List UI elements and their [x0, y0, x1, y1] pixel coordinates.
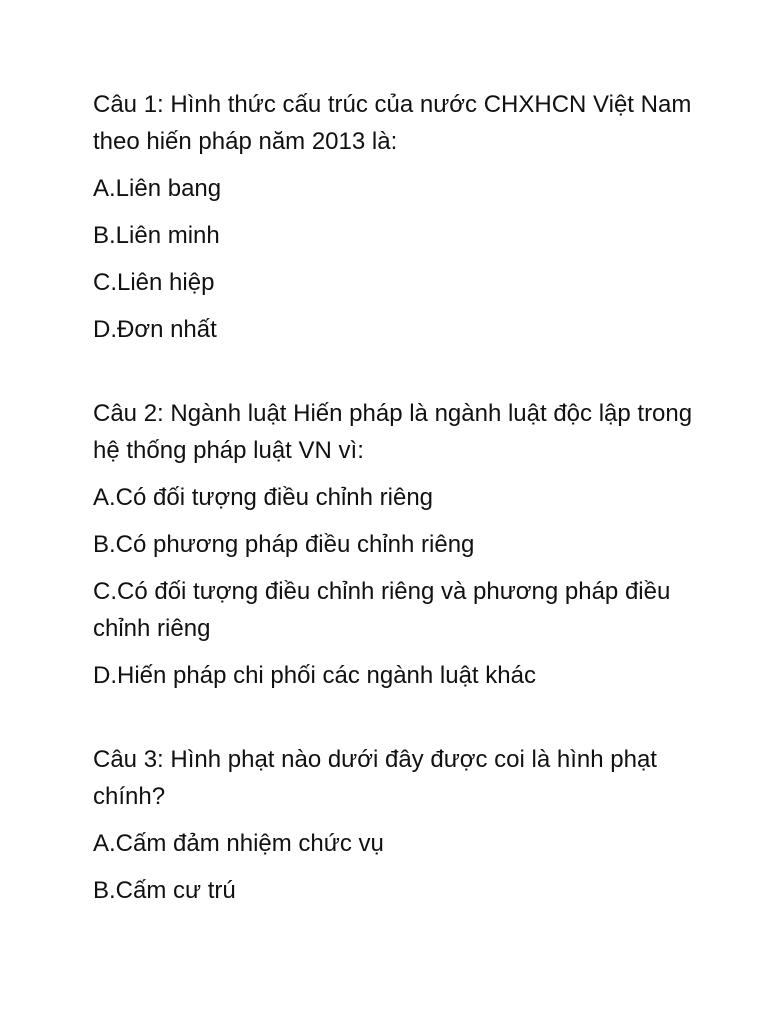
option-a: A.Cấm đảm nhiệm chức vụ: [93, 830, 384, 857]
option-c: C.Có đối tượng điều chỉnh riêng và phương pháp điều chỉnh riêng: [93, 578, 671, 642]
question-text: Câu 2: Ngành luật Hiến pháp là ngành luật độc lập trong hệ thống pháp luật VN vì:: [93, 400, 693, 464]
document-page: [93, 86, 693, 956]
question-text: Câu 3: Hình phạt nào dưới đây được coi là hình phạt chính?: [93, 746, 657, 810]
option-a: A.Có đối tượng điều chỉnh riêng: [93, 484, 434, 511]
question-3: [93, 741, 693, 909]
question-1: [93, 86, 693, 348]
option-b: B.Cấm cư trú: [93, 877, 236, 904]
option-d: D.Đơn nhất: [93, 316, 217, 343]
question-2: [93, 395, 693, 694]
option-d: D.Hiến pháp chi phối các ngành luật khác: [93, 662, 536, 689]
question-text: Câu 1: Hình thức cấu trúc của nước CHXHCN Việt Nam theo hiến pháp năm 2013 là:: [93, 91, 692, 155]
option-b: B.Có phương pháp điều chỉnh riêng: [93, 531, 475, 558]
option-b: B.Liên minh: [93, 222, 220, 249]
option-c: C.Liên hiệp: [93, 269, 215, 296]
option-a: A.Liên bang: [93, 175, 222, 202]
